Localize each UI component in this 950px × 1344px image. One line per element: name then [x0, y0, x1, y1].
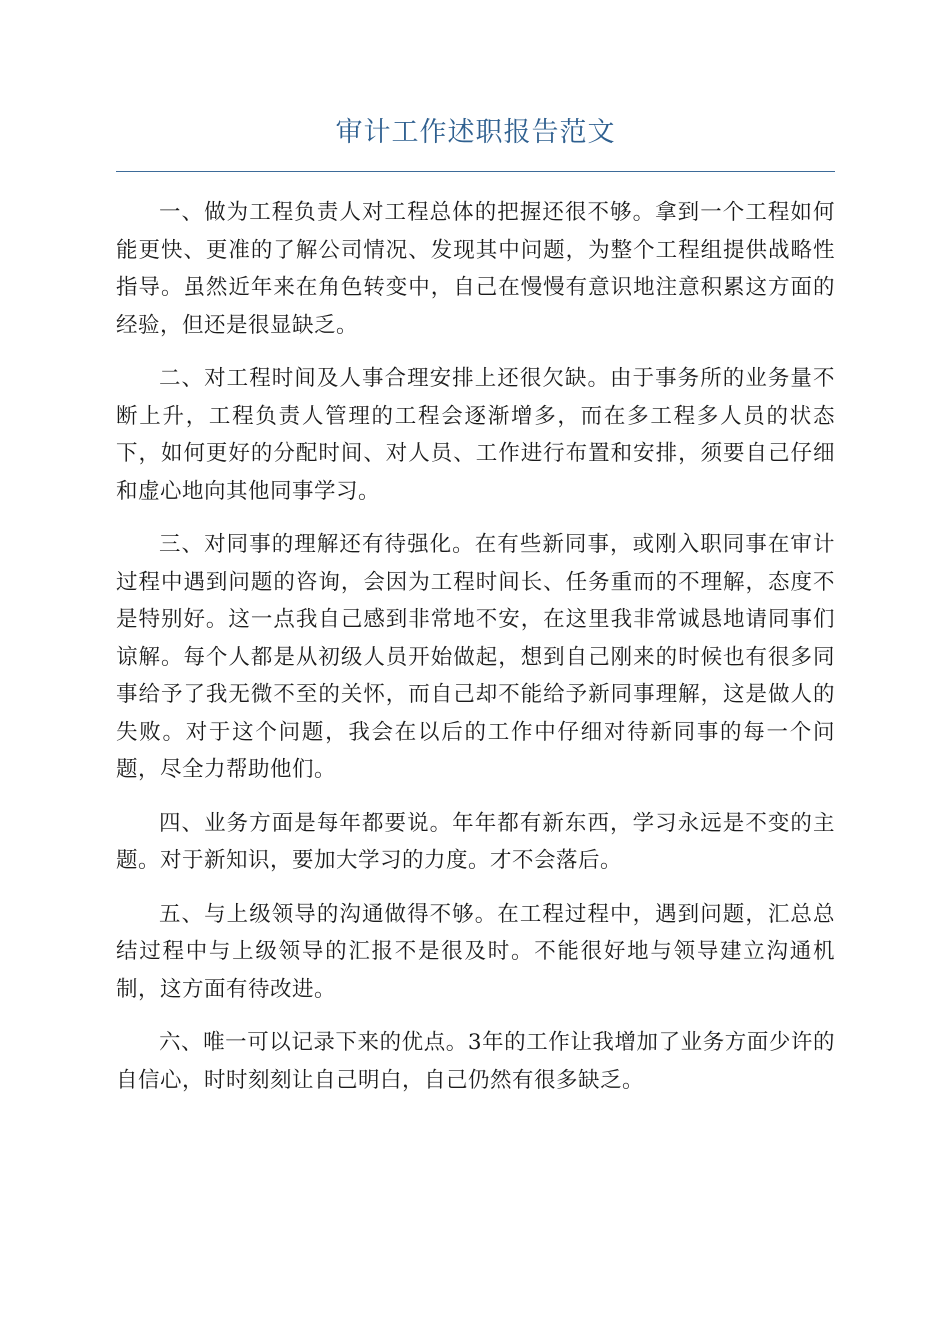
- document-page: [116, 0, 835, 1115]
- paragraph-5: 五、与上级领导的沟通做得不够。在工程过程中，遇到问题，汇总总结过程中与上级领导的汇报不是很及时。不能很好地与领导建立沟通机制，这方面有待改进。: [116, 901, 835, 1002]
- title-underline: [116, 171, 835, 172]
- paragraph-1: 一、做为工程负责人对工程总体的把握还很不够。拿到一个工程如何能更快、更准的了解公司情况、发现其中问题，为整个工程组提供战略性指导。虽然近年来在角色转变中，自己在慢慢有意识地注意积累这方面的经验，但还是很显缺乏。: [116, 200, 835, 338]
- paragraph-6: 六、唯一可以记录下来的优点。3年的工作让我增加了业务方面少许的自信心，时时刻刻让自己明白，自己仍然有很多缺乏。: [116, 1030, 835, 1093]
- paragraph-4: 四、业务方面是每年都要说。年年都有新东西，学习永远是不变的主题。对于新知识，要加大学习的力度。才不会落后。: [116, 810, 835, 874]
- paragraph-2: 二、对工程时间及人事合理安排上还很欠缺。由于事务所的业务量不断上升，工程负责人管理的工程会逐渐增多，而在多工程多人员的状态下，如何更好的分配时间、对人员、工作进行布置和安排，须要自己仔细和虚心地向其他同事学习。: [116, 366, 835, 504]
- document-body: [116, 194, 835, 1099]
- page-title: 审计工作述职报告范文: [335, 117, 616, 148]
- paragraph-3: 三、对同事的理解还有待强化。在有些新同事，或刚入职同事在审计过程中遇到问题的咨询，会因为工程时间长、任务重而的不理解，态度不是特别好。这一点我自己感到非常地不安，在这里我非常诚恳地请同事们谅解。每个人都是从初级人员开始做起，想到自己刚来的时候也有很多同事给予了我无微不至的关怀，而自己却不能给予新同事理解，这是做人的失败。对于这个问题，我会在以后的工作中仔细对待新同事的每一个问题，尽全力帮助他们。: [116, 532, 835, 783]
